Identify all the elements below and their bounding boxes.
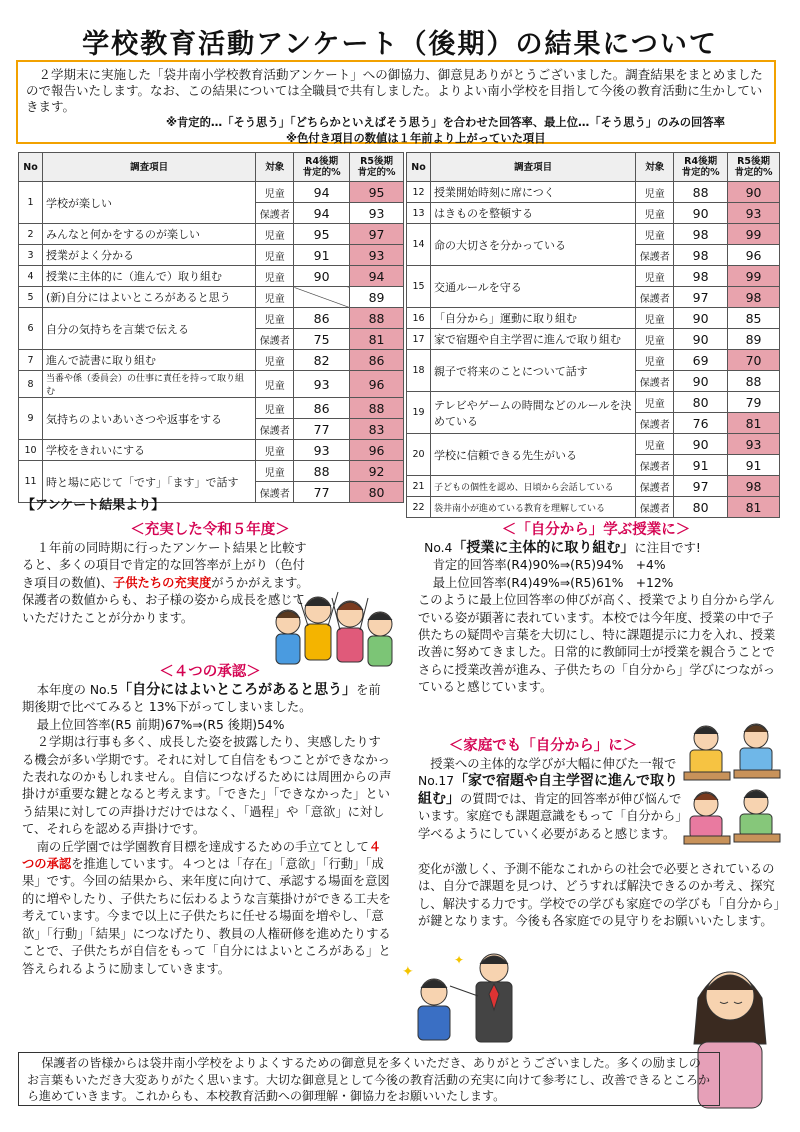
survey-item: 学校をきれいにする	[42, 440, 255, 461]
respondent-type: 児童	[256, 287, 294, 308]
r5-value: 89	[728, 329, 780, 350]
respondent-type: 保護者	[256, 329, 294, 350]
table-row	[19, 398, 404, 419]
r4-value: 90	[674, 203, 728, 224]
results-header: 【アンケート結果より】	[22, 498, 165, 513]
section-heading-home-learning: ＜家庭でも「自分から」に＞	[448, 738, 638, 754]
respondent-type: 児童	[636, 329, 674, 350]
survey-item: 授業がよく分かる	[42, 245, 255, 266]
respondent-type: 児童	[636, 350, 674, 371]
r4-value: 94	[294, 203, 350, 224]
r4-value: 94	[294, 182, 350, 203]
r5-value: 99	[728, 266, 780, 287]
section-text-fulfilled-year: １年前の同時期に行ったアンケート結果と比較すると、多くの項目で肯定的な回答率が上がり（色付き項目の数値)、子供たちの充実度がうかがえます。保護者の数値からも、お子様の姿から成長を感じていただけたことが分かります。	[22, 541, 309, 625]
respondent-type: 児童	[636, 434, 674, 455]
survey-item: 命の大切さを分かっている	[430, 224, 635, 266]
r5-value: 85	[728, 308, 780, 329]
r5-value: 81	[728, 413, 780, 434]
respondent-type: 児童	[636, 203, 674, 224]
col-no: No	[19, 153, 43, 182]
survey-item: みんなと何かをするのが楽しい	[42, 224, 255, 245]
item-number: 11	[19, 461, 43, 503]
respondent-type: 児童	[256, 308, 294, 329]
r5-value: 94	[350, 266, 404, 287]
respondent-type: 児童	[256, 266, 294, 287]
teacher-praising-student-illustration	[394, 946, 544, 1052]
survey-item: 袋井南小が進めている教育を理解している	[430, 497, 635, 518]
r5-value: 92	[350, 461, 404, 482]
table-row	[407, 392, 780, 413]
closing-message: 保護者の皆様からは袋井南小学校をよりよくするための御意見を多くいただき、ありがとうございました。多くの励ましのお言葉もいただき大変ありがたく思います。大切な御意見として今後の教育活動の充実に向けて参考にし、改善できるところから進めていきます。これからも、本校教育活動への御理解・御協力をお願いいたします。	[18, 1052, 720, 1106]
page-title: 学校教育活動アンケート（後期）の結果について	[82, 29, 718, 60]
r5-value: 96	[350, 440, 404, 461]
item-number: 6	[19, 308, 43, 350]
survey-item: はきものを整頓する	[430, 203, 635, 224]
survey-item: 交通ルールを守る	[430, 266, 635, 308]
item-number: 20	[407, 434, 431, 476]
table-row	[407, 476, 780, 497]
r4-value: 98	[674, 266, 728, 287]
section-text-proactive-learning: No.4「授業に主体的に取り組む」に注目です! 肯定的回答率(R4)90%⇒(R5)94% +4% 最上位回答率(R4)49%⇒(R5)61% +12% このように最上位回答率の伸びが高く、授業でより自分から学んでいる姿が顕著に表れています。本校では今年度、授業の中で子供たちの疑問や言葉を大切にし、特に課題提示に力を入れ、授業改善に努めてきました。日常的に教師同士が授業を親合うことでさらに授業改善が進み、子供たちの「自分から」学びにつながっていると感じています。	[418, 540, 776, 695]
survey-item: 子どもの個性を認め、日頃から会話している	[430, 476, 635, 497]
respondent-type: 保護者	[636, 371, 674, 392]
col-r4: R4後期 肯定的%	[294, 153, 350, 182]
respondent-type: 児童	[636, 182, 674, 203]
respondent-type: 児童	[636, 224, 674, 245]
r5-value: 88	[350, 398, 404, 419]
r5-value: 96	[350, 371, 404, 398]
svg-text:✦: ✦	[402, 964, 414, 980]
item-number: 13	[407, 203, 431, 224]
respondent-type: 保護者	[636, 455, 674, 476]
respondent-type: 保護者	[636, 245, 674, 266]
r4-value: 77	[294, 482, 350, 503]
r4-value: 88	[294, 461, 350, 482]
respondent-type: 児童	[256, 224, 294, 245]
item-number: 4	[19, 266, 43, 287]
r4-value: 93	[294, 440, 350, 461]
survey-item: 授業に主体的に（進んで）取り組む	[42, 266, 255, 287]
r4-value: 86	[294, 398, 350, 419]
r5-value: 90	[728, 182, 780, 203]
table-row	[407, 224, 780, 245]
section-text-home-learning-2: 変化が激しく、予測不能なこれからの社会で必要とされているのは、自分で課題を見つけ、どうすれば解決できるのか考え、探究し、解決する力です。学校での学びも家庭での学びも「自分から」が鍵となります。今後も各家庭での見守りをお願いいたします。	[418, 862, 780, 929]
respondent-type: 児童	[256, 350, 294, 371]
survey-item: 時と場に応じて「です」「ます」で話す	[42, 461, 255, 503]
r4-value: 80	[674, 392, 728, 413]
r4-value: 98	[674, 245, 728, 266]
r4-value: 91	[674, 455, 728, 476]
r5-value: 99	[728, 224, 780, 245]
respondent-type: 児童	[256, 440, 294, 461]
item-number: 12	[407, 182, 431, 203]
item-number: 17	[407, 329, 431, 350]
section-heading-proactive-learning: ＜「自分から」学ぶ授業に＞	[501, 522, 691, 538]
respondent-type: 児童	[256, 182, 294, 203]
item-number: 5	[19, 287, 43, 308]
r5-value: 96	[728, 245, 780, 266]
table-row	[19, 308, 404, 329]
classroom-study-illustration	[676, 712, 786, 862]
col-target: 対象	[636, 153, 674, 182]
section-text-four-approvals: 本年度の No.5「自分にはよいところがあると思う」を前期後期で比べてみると 13%下がってしまいました。 最上位回答率(R5 前期)67%⇒(R5 後期)54% ２学期は行事も多く、成長した姿を披露したり、実感したりする機会が多い学期です。それに対して自信をもつことができなかった表れなのかもしれません。自信につなげるためには周囲からの声掛けが重要な鍵となると考えます。「できた」「できなかった」という結果に対しての声掛けだけではなく、「過程」や「意欲」に対して、それらを認める声掛けです。 南の丘学園では学園教育目標を達成するための手立てとして４つの承認を推進しています。４つとは「存在」「意欲」「行動」「成果」です。今回の結果から、来年度に向けて、承認する場面を意図的に増やしたり、子供たちに伝わるような言葉掛けができる工夫を考えています。今まで以上に子供たちに任せる場面を増やし、「意欲」「行動」「結果」につなげたり、教員の人権研修を進めたりすることで、子供たちが自信をもって「自分にはよいところがある」と答えられるように励ましていきます。	[22, 682, 392, 976]
item-number: 3	[19, 245, 43, 266]
r4-value	[294, 287, 350, 308]
r5-value: 88	[728, 371, 780, 392]
r4-value: 76	[674, 413, 728, 434]
r5-value: 83	[350, 419, 404, 440]
col-item: 調査項目	[430, 153, 635, 182]
table-row	[407, 329, 780, 350]
r4-value: 69	[674, 350, 728, 371]
r4-value: 75	[294, 329, 350, 350]
r4-value: 80	[674, 497, 728, 518]
item-number: 9	[19, 398, 43, 440]
item-number: 2	[19, 224, 43, 245]
respondent-type: 児童	[256, 461, 294, 482]
r4-value: 82	[294, 350, 350, 371]
respondent-type: 保護者	[256, 419, 294, 440]
survey-item: 当番や係（委員会）の仕事に責任を持って取り組む	[42, 371, 255, 398]
r5-value: 86	[350, 350, 404, 371]
intro-note-1: ※肯定的…「そう思う」「どちらかといえばそう思う」を合わせた回答率、最上位…「そう思う」のみの回答率	[166, 116, 725, 129]
r5-value: 91	[728, 455, 780, 476]
table-row	[407, 182, 780, 203]
r5-value: 88	[350, 308, 404, 329]
survey-item: 自分の気持ちを言葉で伝える	[42, 308, 255, 350]
respondent-type: 児童	[256, 398, 294, 419]
r4-value: 86	[294, 308, 350, 329]
survey-item: 「自分から」運動に取り組む	[430, 308, 635, 329]
survey-item: 気持ちのよいあいさつや返事をする	[42, 398, 255, 440]
respondent-type: 保護者	[636, 476, 674, 497]
item-number: 16	[407, 308, 431, 329]
respondent-type: 保護者	[256, 482, 294, 503]
r4-value: 95	[294, 224, 350, 245]
col-r4: R4後期 肯定的%	[674, 153, 728, 182]
r4-value: 98	[674, 224, 728, 245]
survey-item: 進んで読書に取り組む	[42, 350, 255, 371]
r5-value: 81	[728, 497, 780, 518]
section-heading-four-approvals: ＜４つの承認＞	[159, 664, 261, 680]
table-row	[407, 308, 780, 329]
r5-value: 98	[728, 476, 780, 497]
r4-value: 90	[674, 434, 728, 455]
survey-item: テレビやゲームの時間などのルールを決めている	[430, 392, 635, 434]
r5-value: 79	[728, 392, 780, 413]
item-number: 21	[407, 476, 431, 497]
col-r5: R5後期 肯定的%	[728, 153, 780, 182]
r5-value: 89	[350, 287, 404, 308]
table-row	[19, 266, 404, 287]
r4-value: 97	[674, 287, 728, 308]
col-item: 調査項目	[42, 153, 255, 182]
table-row	[19, 461, 404, 482]
table-row	[19, 182, 404, 203]
table-row	[19, 287, 404, 308]
r4-value: 93	[294, 371, 350, 398]
col-r5: R5後期 肯定的%	[350, 153, 404, 182]
respondent-type: 児童	[636, 392, 674, 413]
item-number: 22	[407, 497, 431, 518]
r5-value: 80	[350, 482, 404, 503]
r5-value: 93	[728, 203, 780, 224]
respondent-type: 保護者	[636, 497, 674, 518]
table-row	[19, 371, 404, 398]
item-number: 10	[19, 440, 43, 461]
table-row	[19, 245, 404, 266]
r5-value: 81	[350, 329, 404, 350]
table-row	[19, 350, 404, 371]
intro-box	[16, 60, 776, 144]
item-number: 1	[19, 182, 43, 224]
table-row	[407, 497, 780, 518]
r4-value: 90	[294, 266, 350, 287]
intro-text: ２学期末に実施した「袋井南小学校教育活動アンケート」への御協力、御意見ありがとうございました。調査結果をまとめましたので報告いたします。なお、この結果については全職員で共有しました。よりよい南小学校を目指して今後の教育活動に生かしていきます。	[26, 67, 763, 114]
table-row	[19, 440, 404, 461]
r5-value: 93	[350, 245, 404, 266]
respondent-type: 保護者	[636, 287, 674, 308]
respondent-type: 児童	[256, 245, 294, 266]
section-text-home-learning: 授業への主体的な学びが大幅に伸びた一報で No.17「家で宿題や自主学習に進んで取り組む」の質問では、肯定的回答率が伸び悩んでいます。家庭でも課題意識をもって「自分から」学べるようにしていく必要があると感じます。	[418, 757, 688, 841]
table-row	[407, 434, 780, 455]
r4-value: 88	[674, 182, 728, 203]
table-row	[407, 350, 780, 371]
respondent-type: 保護者	[636, 413, 674, 434]
survey-item: 学校が楽しい	[42, 182, 255, 224]
r4-value: 91	[294, 245, 350, 266]
r4-value: 77	[294, 419, 350, 440]
item-number: 18	[407, 350, 431, 392]
survey-item: 親子で将来のことについて話す	[430, 350, 635, 392]
r5-value: 70	[728, 350, 780, 371]
r5-value: 97	[350, 224, 404, 245]
respondent-type: 児童	[636, 266, 674, 287]
r4-value: 90	[674, 329, 728, 350]
r5-value: 98	[728, 287, 780, 308]
r4-value: 97	[674, 476, 728, 497]
item-number: 19	[407, 392, 431, 434]
svg-text:✦: ✦	[454, 953, 465, 967]
table-row	[407, 266, 780, 287]
section-heading-fulfilled-year: ＜充実した令和５年度＞	[130, 522, 290, 538]
item-number: 15	[407, 266, 431, 308]
respondent-type: 児童	[636, 308, 674, 329]
survey-item: 授業開始時刻に席につく	[430, 182, 635, 203]
item-number: 8	[19, 371, 43, 398]
intro-note-2: ※色付き項目の数値は１年前より上がっていた項目	[286, 132, 546, 145]
survey-table-right	[406, 152, 780, 518]
r5-value: 93	[350, 203, 404, 224]
survey-item: 学校に信頼できる先生がいる	[430, 434, 635, 476]
item-number: 7	[19, 350, 43, 371]
table-row	[19, 224, 404, 245]
table-row	[407, 203, 780, 224]
survey-item: (新)自分にはよいところがあると思う	[42, 287, 255, 308]
respondent-type: 児童	[256, 371, 294, 398]
r4-value: 90	[674, 308, 728, 329]
r4-value: 90	[674, 371, 728, 392]
r5-value: 95	[350, 182, 404, 203]
survey-table-left	[18, 152, 404, 503]
r5-value: 93	[728, 434, 780, 455]
item-number: 14	[407, 224, 431, 266]
col-target: 対象	[256, 153, 294, 182]
survey-item: 家で宿題や自主学習に進んで取り組む	[430, 329, 635, 350]
col-no: No	[407, 153, 431, 182]
respondent-type: 保護者	[256, 203, 294, 224]
